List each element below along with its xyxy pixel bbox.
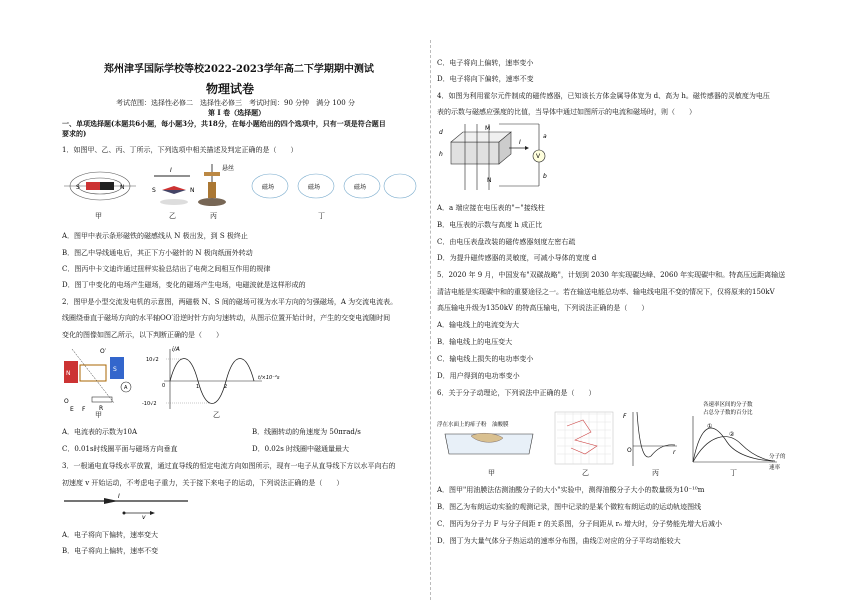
q1-label-bing: 丙 (210, 212, 217, 220)
school-title: 郑州津孚国际学校等校2022-2023学年高二下学期期中测试 (104, 64, 374, 75)
q2-jia-o1-label: O (64, 398, 69, 405)
q1-bing-cable-label: 悬丝 (222, 165, 235, 172)
q2-jia-r-label: R (99, 405, 104, 412)
q5-option-b: B．输电线上的电压变大 (437, 338, 513, 346)
q1-ding-field3: 磁场 (354, 184, 367, 191)
q1-label-ding: 丁 (318, 212, 325, 220)
q6-ding-title1: 各速率区间的分子数 (703, 402, 753, 408)
q1-jia-s-label: S (76, 184, 80, 191)
q2-stem-2: 线圈绕垂直于磁场方向的水平轴OO′沿逆时针方向匀速转动，从图示位置开始计时，产生的交变电流随时间 (62, 314, 391, 322)
q4-option-c: C．由电压表盘改装的磁传感器刻度左密右疏 (437, 238, 576, 246)
q1-fig-ding (252, 174, 416, 198)
q1-figures (62, 158, 422, 220)
q6-ding-speed2: 速率 (769, 465, 781, 471)
q5-stem-1: 5．2020 年 9 月，中国发布"双碳战略"，计划到 2030 年实现碳达峰、2060 年实现碳中和。特高压远距离输送 (437, 271, 786, 279)
q1-label-yi: 乙 (169, 212, 176, 220)
q6-option-c: C．图丙为分子力 F 与分子间距 r 的关系图，分子间距从 r₀ 增大时，分子势能先增大后减小 (437, 520, 723, 528)
q6-bing-o-label: O (627, 447, 632, 454)
q2-stem-3: 变化的图像如图乙所示，以下判断正确的是（ ） (62, 331, 223, 339)
q1-label-jia: 甲 (95, 212, 102, 220)
q6-fig-bing (623, 412, 677, 466)
q2-graph-t1: 1 (196, 384, 200, 390)
q5-stem-3: 高压输电升级为1350kV 的特高压输电，下列说法正确的是（ ） (437, 304, 649, 312)
q6-jia-float-label: 浮在水面上的痱子粉 油酸膜 (437, 422, 509, 428)
q6-fig-ding (693, 400, 786, 471)
q6-label-yi: 乙 (582, 469, 589, 477)
q2-label-jia: 甲 (95, 411, 102, 419)
q4-voltmeter: V (536, 153, 541, 160)
q2-option-b: B．线圈转动的角速度为 50πrad/s (252, 428, 361, 436)
q4-h-label: h (439, 151, 443, 158)
q6-ding-speed1: 分子的 (769, 454, 786, 460)
q1-yi-n-label: N (190, 187, 195, 194)
q3-figure (62, 493, 192, 519)
q1-option-c: C．图丙中卡文迪许通过扭秤实验总结出了电荷之间相互作用的规律 (62, 265, 271, 273)
q2-option-c: C．0.01s时线圈平面与磁场方向垂直 (62, 445, 178, 453)
q1-fig-jia (64, 172, 136, 200)
q6-option-b: B．图乙为布朗运动实验的观测记录，图中记录的是某个微粒布朗运动的运动轨迹图线 (437, 503, 702, 511)
q5-stem-2: 清洁电能是实现碳中和的重要途径之一。若在输送电能总功率、输电线电阻不变的情况下，仅将原来的150kV (437, 288, 775, 296)
q2-graph-ylabel: i/A (172, 346, 180, 353)
section-heading: 一、单项选择题(本题共6小题，每小题3分，共18分，在每小题给出的四个选项中，只有一项是符合题目 (62, 119, 386, 128)
q4-d-label: d (439, 129, 443, 136)
q1-stem: 1．如图甲、乙、丙、丁所示，下列选项中相关描述及判定正确的是（ ） (62, 146, 298, 154)
q5-option-d: D．用户得到的电功率变小 (437, 372, 520, 380)
q2-jia-n-label: N (66, 370, 71, 377)
q1-yi-i-label: I (170, 167, 172, 174)
q4-a-label: a (543, 133, 547, 140)
q1-yi-s-label: S (152, 187, 156, 194)
q6-label-ding: 丁 (730, 469, 737, 477)
q6-ding-curve2: ② (729, 431, 735, 438)
q2-graph-xlabel: t/×10⁻²s (258, 375, 280, 381)
q6-fig-yi (555, 412, 613, 464)
q4-i-label: I (519, 139, 521, 146)
q3-option-c: C．电子将向上偏转，速率变小 (437, 59, 534, 67)
q6-bing-r-label: r (673, 449, 676, 456)
q2-jia-e-label: E (70, 406, 74, 413)
q3-option-d: D．电子将向下偏转，速率不变 (437, 75, 534, 83)
q3-stem-2: 初速度 v 开始运动，不考虑电子重力，关于接下来电子的运动，下列说法正确的是（ ） (62, 479, 344, 487)
q6-stem: 6．关于分子动理论，下列说法中正确的是（ ） (437, 389, 596, 397)
q2-jia-s-label: S (113, 366, 117, 373)
q3-v-label: v (142, 514, 146, 521)
q1-fig-bing (198, 164, 234, 206)
q1-ding-field1: 磁场 (262, 184, 275, 191)
q2-label-yi: 乙 (213, 411, 220, 419)
q6-bing-f-label: F (623, 413, 627, 420)
q2-graph-zero: 0 (162, 383, 166, 389)
q3-i-label: I (118, 493, 120, 500)
q2-jia-o2-label: O′ (100, 348, 107, 355)
q2-option-d: D．0.02s 时线圈中磁通量最大 (252, 445, 350, 453)
q5-option-c: C．输电线上损失的电功率变小 (437, 355, 534, 363)
q4-n-label: N (487, 177, 492, 184)
q1-option-a: A．图甲中表示条形磁铁的磁感线从 N 极出发，到 S 极终止 (62, 232, 248, 240)
exam-info: 考试范围：选择性必修二 选择性必修三 考试时间：90 分钟 满分 100 分 (116, 99, 355, 107)
q6-figures (437, 402, 807, 472)
q6-ding-curve1: ① (707, 423, 713, 430)
q4-option-a: A．a 端应接在电压表的"−"接线柱 (437, 204, 545, 212)
q1-jia-n-label: N (120, 184, 125, 191)
q2-fig-yi (142, 346, 280, 409)
q2-jia-f-label: F (82, 406, 86, 413)
q1-fig-yi (152, 167, 195, 205)
q4-stem-2: 表的示数与磁感应强度的比值，当导体中通过如图所示的电流和磁场时，则（ ） (437, 108, 696, 116)
q2-option-a: A．电流表的示数为10A (62, 428, 138, 436)
q4-b-label: b (543, 173, 547, 180)
q6-label-jia: 甲 (488, 469, 495, 477)
q6-option-d: D．图丁为大量气体分子热运动的速率分布图，曲线②对应的分子平均动能较大 (437, 537, 681, 545)
q2-graph-t2: 2 (224, 384, 228, 390)
q1-option-d: D．图丁中变化的电场产生磁场，变化的磁场产生电场，电磁波就是这样形成的 (62, 281, 306, 289)
q4-m-label: M (485, 125, 491, 132)
q2-figures (62, 345, 302, 415)
q2-fig-jia (64, 348, 131, 413)
q6-option-a: A．图甲"用油膜法估测油酸分子的大小"实验中，测得油酸分子大小的数量级为10⁻¹⁰m (437, 486, 705, 494)
q4-figure (437, 120, 557, 195)
q1-ding-field2: 磁场 (308, 184, 321, 191)
volume-title: 第 I 卷（选择题） (208, 108, 266, 117)
q1-option-b: B．图乙中导线通电后，其正下方小磁针的 N 极向纸面外转动 (62, 249, 253, 257)
subject-title: 物理试卷 (206, 82, 255, 96)
q4-option-d: D．为提升磁传感器的灵敏度，可减小导体的宽度 d (437, 254, 597, 262)
q6-ding-title2: 占总分子数的百分比 (703, 410, 753, 416)
q3-option-a: A．电子将向下偏转，速率变大 (62, 531, 159, 539)
q2-stem-1: 2．图甲是小型交流发电机的示意图，两磁极 N、S 间的磁场可视为水平方向的匀强磁场，A 为交流电流表。 (62, 298, 398, 306)
q6-label-bing: 丙 (652, 469, 659, 477)
q2-graph-ypos: 10√2 (146, 357, 159, 363)
q4-option-b: B．电压表的示数与高度 h 成正比 (437, 221, 543, 229)
q2-graph-yneg: -10√2 (142, 401, 157, 407)
q2-jia-ammeter: A (124, 385, 128, 391)
q5-option-a: A．输电线上的电流变为大 (437, 321, 520, 329)
q4-stem-1: 4．如图为利用霍尔元件制成的磁传感器，已知该长方体金属导体宽为 d、高为 h。磁传感器的灵敏度为电压 (437, 92, 770, 100)
q3-option-b: B．电子将向上偏转，速率不变 (62, 547, 159, 555)
section-heading-cont: 要求的) (62, 129, 87, 138)
q3-stem-1: 3．一根通电直导线水平放置，通过直导线的恒定电流方向如图所示，现有一电子从直导线下方以水平向右的 (62, 462, 396, 470)
q6-fig-jia (437, 420, 533, 454)
column-divider (430, 40, 431, 600)
